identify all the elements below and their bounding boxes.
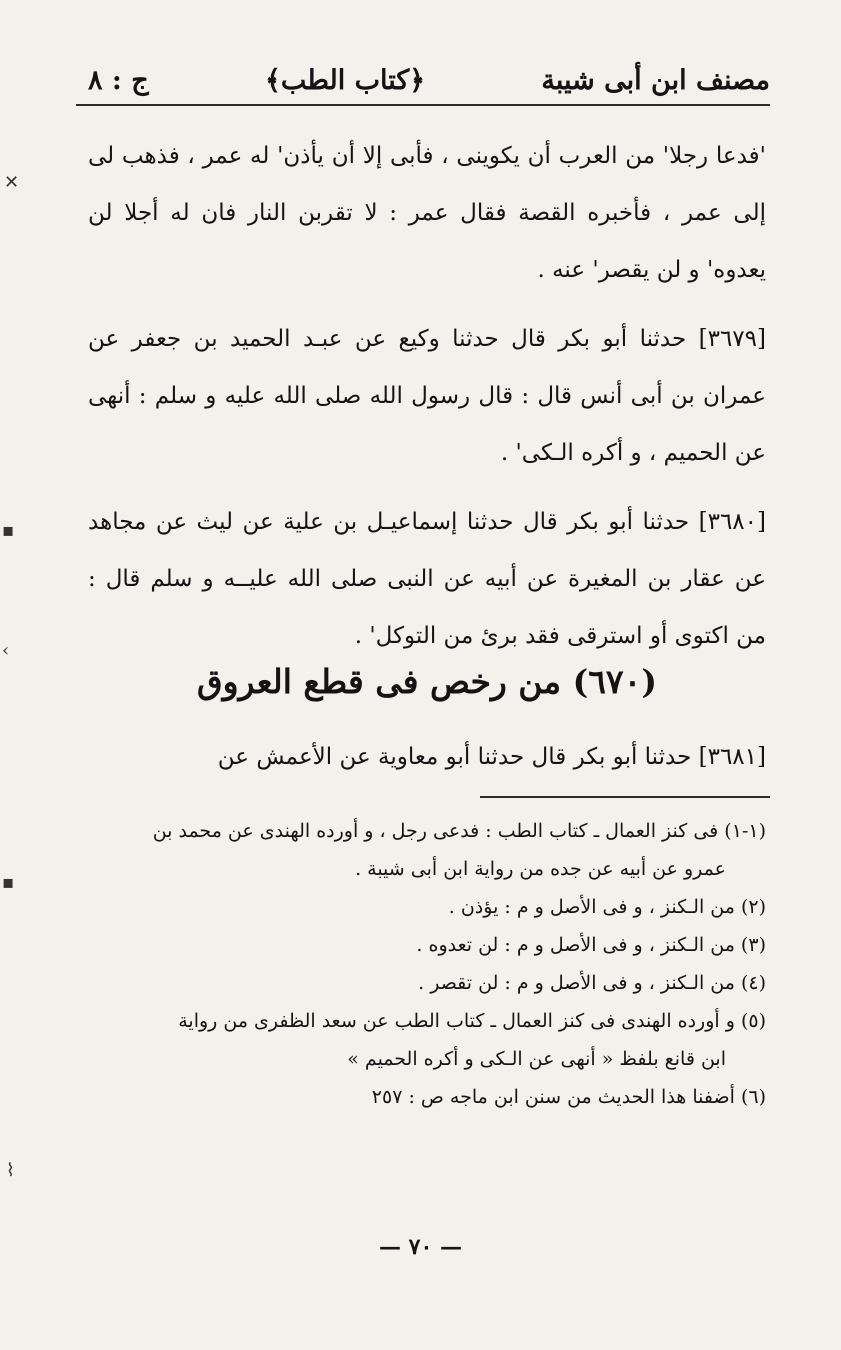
footnote: (٢) من الـكنز ، و فى الأصل و م : يؤذن . — [448, 896, 766, 918]
footnote: (٥) و أورده الهندى فى كنز العمال ـ كتاب الطب عن سعد الظفرى من رواية — [178, 1010, 766, 1032]
margin-mark: ✕ — [4, 172, 20, 193]
footnote: (١-١) فى كنز العمال ـ كتاب الطب : فدعى رجل ، و أورده الهندى عن محمد بن — [152, 820, 766, 842]
volume-number: ج : ٨ — [88, 64, 149, 96]
book-title: مصنف ابن أبى شيبة — [541, 64, 770, 96]
footnotes — [92, 812, 766, 1116]
margin-mark: ▪ — [2, 872, 15, 893]
header-divider — [76, 104, 770, 106]
footnote-continuation: ابن قانع بلفظ « أنهى عن الـكى و أكره الحميم » — [347, 1048, 726, 1070]
running-header — [88, 58, 770, 102]
chapter-title: (٦٧٠) من رخص فى قطع العروق — [196, 662, 657, 701]
chapter-heading: ﴿كتاب الطب﴾ — [265, 64, 426, 96]
margin-mark: ‹ — [2, 640, 10, 661]
margin-mark: ▪ — [2, 520, 15, 541]
footnote-divider — [480, 796, 770, 798]
page-number: — ٧٠ — — [379, 1234, 462, 1260]
paragraph: 'فدعا رجلا' من العرب أن يكوينى ، فأبى إلا أن يأذن' له عمر ، فذهب لى إلى عمر ، فأخبره القصة فقال عمر : لا تقربن النار فان له أجلا لن يعدوه' و لن يقصر' عنه . — [88, 143, 766, 283]
footnote: (٦) أضفنا هذا الحديث من سنن ابن ماجه ص : ٢٥٧ — [371, 1086, 766, 1108]
footnote: (٤) من الـكنز ، و فى الأصل و م : لن تقصر . — [418, 972, 766, 994]
margin-mark: ⌇ — [6, 1160, 15, 1181]
hadith-3679: [٣٦٧٩] حدثنا أبو بكر قال حدثنا وكيع عن عبـد الحميد بن جعفر عن عمران بن أبى أنس قال : قال رسول الله صلى الله عليه و سلم : أنهى عن الحميم ، و أكره الـكى' . — [88, 326, 766, 466]
hadith-3681: [٣٦٨١] حدثنا أبو بكر قال حدثنا أبو معاوية عن الأعمش عن — [217, 744, 766, 770]
footnote: (٣) من الـكنز ، و فى الأصل و م : لن تعدوه . — [416, 934, 766, 956]
hadith-3680: [٣٦٨٠] حدثنا أبو بكر قال حدثنا إسماعيـل بن علية عن ليث عن مجاهد عن عقار بن المغيرة عن أبيه عن النبى صلى الله عليــه و سلم قال : من اكتوى أو استرقى فقد برئ من التوكل' . — [88, 509, 766, 649]
footnote-continuation: عمرو عن أبيه عن جده من رواية ابن أبى شيبة . — [355, 858, 726, 880]
main-text — [88, 128, 766, 677]
